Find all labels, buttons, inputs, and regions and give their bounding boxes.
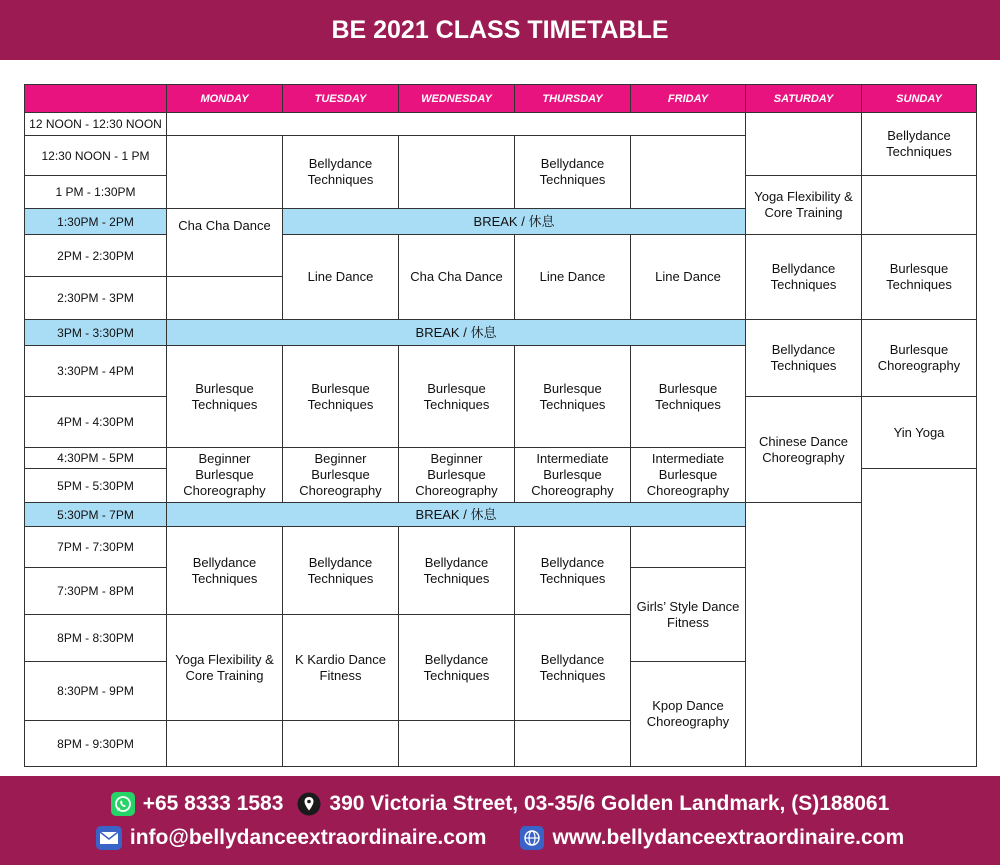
class-cell[interactable]: Chinese Dance Choreography (745, 396, 862, 503)
break-bar: BREAK / 休息 (166, 319, 746, 346)
class-cell[interactable]: Line Dance (514, 234, 631, 320)
header-corner-cell (24, 84, 167, 113)
time-slot-cell: 1:30PM - 2PM (24, 208, 167, 235)
time-slot-cell: 4PM - 4:30PM (24, 396, 167, 448)
class-cell[interactable]: Bellydance Techniques (861, 112, 977, 176)
mail-icon (96, 826, 122, 850)
class-cell[interactable]: Intermediate Burlesque Choreography (630, 447, 746, 503)
class-cell[interactable]: Yin Yoga (861, 396, 977, 469)
time-slot-cell: 3PM - 3:30PM (24, 319, 167, 346)
empty-cell (630, 526, 746, 568)
empty-cell (166, 135, 283, 209)
empty-cell (514, 720, 631, 767)
empty-cell (630, 135, 746, 209)
class-cell[interactable]: Bellydance Techniques (282, 526, 399, 615)
empty-cell (745, 502, 862, 767)
address-text: 390 Victoria Street, 03-35/6 Golden Landmark, (S)188061 (329, 792, 890, 815)
class-cell[interactable]: Line Dance (630, 234, 746, 320)
phone-number[interactable]: +65 8333 1583 (142, 792, 284, 815)
day-header-tuesday: TUESDAY (282, 84, 399, 113)
class-cell[interactable]: K Kardio Dance Fitness (282, 614, 399, 721)
class-cell[interactable]: Line Dance (282, 234, 399, 320)
empty-cell (166, 720, 283, 767)
day-header-saturday: SATURDAY (745, 84, 862, 113)
class-cell[interactable]: Yoga Flexibility & Core Training (166, 614, 283, 721)
time-slot-cell: 8:30PM - 9PM (24, 661, 167, 721)
class-cell[interactable]: Bellydance Techniques (514, 135, 631, 209)
class-cell[interactable]: Bellydance Techniques (745, 234, 862, 320)
class-cell[interactable]: Burlesque Techniques (398, 345, 515, 448)
class-cell[interactable]: Bellydance Techniques (398, 614, 515, 721)
day-header-wednesday: WEDNESDAY (398, 84, 515, 113)
day-header-monday: MONDAY (166, 84, 283, 113)
class-cell[interactable]: Burlesque Techniques (282, 345, 399, 448)
time-slot-cell: 4:30PM - 5PM (24, 447, 167, 469)
class-cell[interactable]: Cha Cha Dance (166, 175, 283, 277)
time-slot-cell: 8PM - 9:30PM (24, 720, 167, 767)
contact-row-2 (0, 823, 1000, 853)
email-link[interactable]: info@bellydanceextraordinaire.com (129, 826, 487, 849)
class-cell[interactable]: Intermediate Burlesque Choreography (514, 447, 631, 503)
class-cell[interactable]: Burlesque Choreography (861, 319, 977, 397)
time-slot-cell: 8PM - 8:30PM (24, 614, 167, 662)
class-cell[interactable]: Bellydance Techniques (166, 526, 283, 615)
whatsapp-icon (111, 792, 135, 816)
class-cell[interactable]: Beginner Burlesque Choreography (282, 447, 399, 503)
empty-cell (398, 720, 515, 767)
class-cell[interactable]: Bellydance Techniques (745, 319, 862, 397)
class-cell[interactable]: Burlesque Techniques (861, 234, 977, 320)
contact-footer (0, 776, 1000, 865)
empty-cell (166, 112, 746, 136)
time-slot-cell: 3:30PM - 4PM (24, 345, 167, 397)
empty-cell (861, 175, 977, 235)
break-bar: BREAK / 休息 (282, 208, 746, 235)
location-pin-icon (297, 792, 321, 816)
time-slot-cell: 5PM - 5:30PM (24, 468, 167, 503)
empty-cell (282, 720, 399, 767)
class-cell[interactable]: Burlesque Techniques (630, 345, 746, 448)
time-slot-cell: 12 NOON - 12:30 NOON (24, 112, 167, 136)
time-slot-cell: 5:30PM - 7PM (24, 502, 167, 527)
time-slot-cell: 1 PM - 1:30PM (24, 175, 167, 209)
empty-cell (861, 468, 977, 767)
class-cell[interactable]: Burlesque Techniques (166, 345, 283, 448)
class-cell[interactable]: Kpop Dance Choreography (630, 661, 746, 767)
time-slot-cell: 7PM - 7:30PM (24, 526, 167, 568)
class-cell[interactable]: Burlesque Techniques (514, 345, 631, 448)
class-cell[interactable]: Bellydance Techniques (398, 526, 515, 615)
empty-cell (745, 112, 862, 176)
break-bar: BREAK / 休息 (166, 502, 746, 527)
class-cell[interactable]: Beginner Burlesque Choreography (166, 447, 283, 503)
class-cell[interactable]: Bellydance Techniques (514, 526, 631, 615)
contact-row-1 (0, 789, 1000, 819)
class-cell[interactable]: Cha Cha Dance (398, 234, 515, 320)
time-slot-cell: 12:30 NOON - 1 PM (24, 135, 167, 176)
class-cell[interactable]: Girls’ Style Dance Fitness (630, 567, 746, 662)
globe-icon (520, 826, 544, 850)
time-slot-cell: 2:30PM - 3PM (24, 276, 167, 320)
website-link[interactable]: www.bellydanceextraordinaire.com (552, 826, 905, 849)
day-header-thursday: THURSDAY (514, 84, 631, 113)
time-slot-cell: 7:30PM - 8PM (24, 567, 167, 615)
day-header-friday: FRIDAY (630, 84, 746, 113)
page-title: BE 2021 CLASS TIMETABLE (331, 16, 669, 44)
time-slot-cell: 2PM - 2:30PM (24, 234, 167, 277)
class-cell[interactable]: Beginner Burlesque Choreography (398, 447, 515, 503)
class-cell[interactable]: Yoga Flexibility & Core Training (745, 175, 862, 235)
class-cell[interactable]: Bellydance Techniques (282, 135, 399, 209)
empty-cell (398, 135, 515, 209)
day-header-sunday: SUNDAY (861, 84, 977, 113)
class-cell[interactable]: Bellydance Techniques (514, 614, 631, 721)
